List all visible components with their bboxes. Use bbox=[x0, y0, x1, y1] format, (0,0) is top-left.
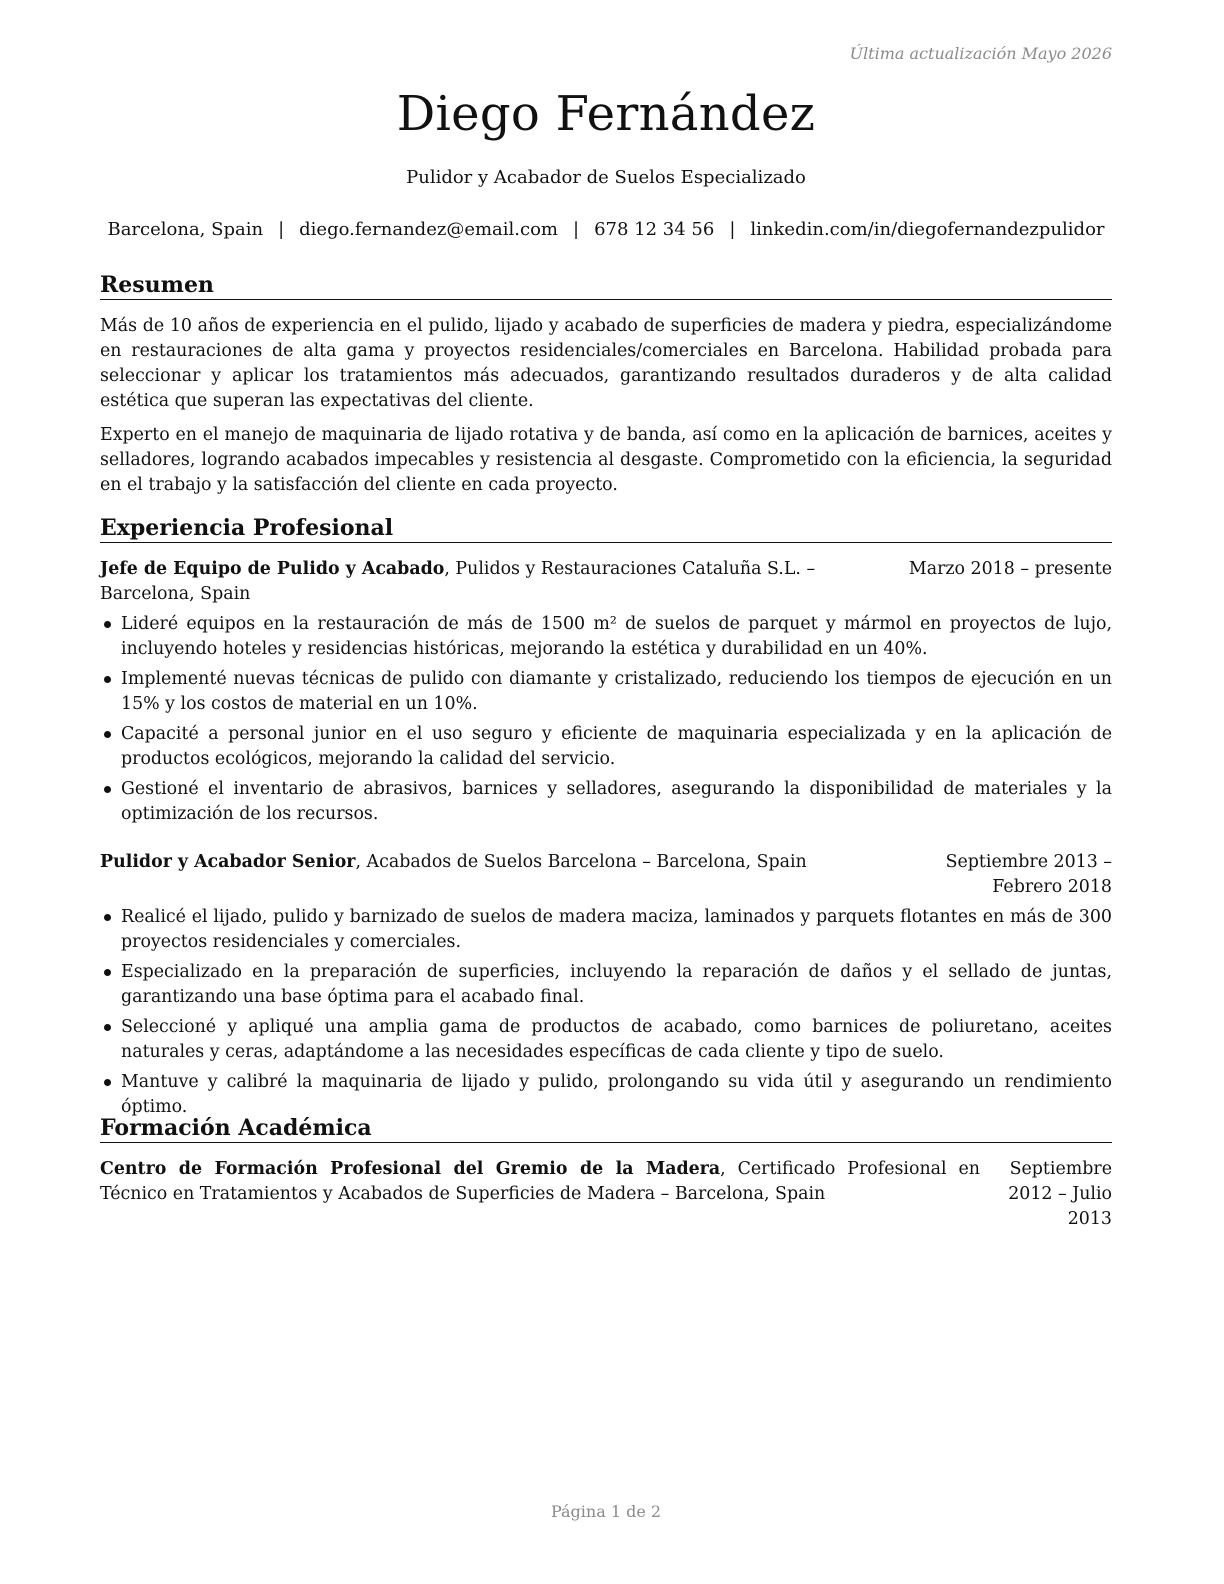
bullet-text: Gestioné el inventario de abrasivos, barnices y selladores, asegurando la disponibilidad de materiales y la optimización de los recursos. bbox=[121, 779, 1112, 824]
list-item bbox=[100, 722, 1112, 772]
bullet-text: Implementé nuevas técnicas de pulido con diamante y cristalizado, reduciendo los tiempos de ejecución en un 15% y los costos de material en un 10%. bbox=[121, 669, 1112, 714]
list-item bbox=[100, 777, 1112, 827]
education-degree: , Certificado Profesional en Técnico en Tratamientos y Acabados de Superficies de Madera – Barcelona, Spain bbox=[100, 1159, 980, 1204]
bullet-icon bbox=[104, 969, 111, 976]
list-item bbox=[100, 1015, 1112, 1065]
job-title-line bbox=[100, 557, 890, 607]
list-item bbox=[100, 612, 1112, 662]
job-dates: Marzo 2018 – presente bbox=[908, 559, 1112, 579]
education-title-line bbox=[100, 1157, 980, 1207]
job-role: Jefe de Equipo de Pulido y Acabado bbox=[100, 559, 445, 579]
job-2-bullets bbox=[100, 905, 1112, 1125]
bullet-icon bbox=[104, 1024, 111, 1031]
job-header-1 bbox=[100, 557, 1112, 607]
bullet-icon bbox=[104, 731, 111, 738]
bullet-icon bbox=[104, 786, 111, 793]
bullet-text: Seleccioné y apliqué una amplia gama de productos de acabado, como barnices de poliuretano, aceites naturales y ceras, adaptándome a las necesidades específicas de cada cliente y tipo de suelo. bbox=[121, 1017, 1112, 1062]
job-company: , Pulidos y Restauraciones Cataluña S.L. – Barcelona, Spain bbox=[100, 559, 816, 604]
bullet-icon bbox=[104, 1079, 111, 1086]
candidate-name: Diego Fernández bbox=[396, 86, 816, 142]
bullet-icon bbox=[104, 676, 111, 683]
bullet-text: Lideré equipos en la restauración de más de 1500 m² de suelos de parquet y mármol en proyectos de lujo, incluyendo hoteles y residencias históricas, mejorando la estética y durabilidad en un 40%. bbox=[121, 614, 1112, 659]
last-updated-note: Última actualización Mayo 2026 bbox=[849, 44, 1112, 63]
candidate-title: Pulidor y Acabador de Suelos Especializado bbox=[406, 167, 806, 188]
contact-separator: | bbox=[573, 219, 580, 240]
bullet-text: Realicé el lijado, pulido y barnizado de suelos de madera maciza, laminados y parquets flotantes en más de 300 proyectos residenciales y comerciales. bbox=[121, 907, 1112, 952]
education-institution: Centro de Formación Profesional del Gremio de la Madera bbox=[100, 1159, 721, 1179]
list-item bbox=[100, 1070, 1112, 1120]
summary-paragraph-2: Experto en el manejo de maquinaria de lijado rotativa y de banda, así como en la aplicación de barnices, aceites y selladores, logrando acabados impecables y resistencia al desgaste. Comprometido con la eficiencia, la seguridad en el trabajo y la satisfacción del cliente en cada proyecto. bbox=[100, 425, 1112, 495]
contact-email[interactable]: diego.fernandez@email.com bbox=[299, 219, 559, 240]
page-number: Página 1 de 2 bbox=[550, 1502, 662, 1521]
experience-heading: Experiencia Profesional bbox=[100, 515, 1112, 543]
bullet-text: Especializado en la preparación de superficies, incluyendo la reparación de daños y el sellado de juntas, garantizando una base óptima para el acabado final. bbox=[121, 962, 1112, 1007]
job-header-2 bbox=[100, 850, 1112, 897]
job-dates: Septiembre 2013 – Febrero 2018 bbox=[945, 852, 1112, 897]
contact-phone: 678 12 34 56 bbox=[594, 219, 715, 240]
bullet-text: Mantuve y calibré la maquinaria de lijado y pulido, prolongando su vida útil y asegurando un rendimiento óptimo. bbox=[121, 1072, 1112, 1117]
contact-linkedin[interactable]: linkedin.com/in/diegofernandezpulidor bbox=[750, 219, 1105, 240]
bullet-icon bbox=[104, 621, 111, 628]
contact-line bbox=[100, 219, 1112, 240]
list-item bbox=[100, 960, 1112, 1010]
job-title-line bbox=[100, 850, 860, 875]
education-entry bbox=[100, 1157, 1112, 1229]
contact-separator: | bbox=[729, 219, 736, 240]
education-dates: Septiembre 2012 – Julio 2013 bbox=[1008, 1159, 1112, 1229]
job-company: , Acabados de Suelos Barcelona – Barcelona, Spain bbox=[355, 852, 807, 872]
list-item bbox=[100, 905, 1112, 955]
job-role: Pulidor y Acabador Senior bbox=[100, 852, 356, 872]
summary-paragraph-1: Más de 10 años de experiencia en el pulido, lijado y acabado de superficies de madera y piedra, especializándome en restauraciones de alta gama y proyectos residenciales/comerciales en Barcelona. Habilidad probada para seleccionar y aplicar los tratamientos más adecuados, garantizando resultados duraderos y de alta calidad estética que superan las expectativas del cliente. bbox=[100, 316, 1112, 411]
bullet-icon bbox=[104, 914, 111, 921]
education-heading: Formación Académica bbox=[100, 1115, 1112, 1143]
contact-separator: | bbox=[278, 219, 285, 240]
job-1-bullets bbox=[100, 612, 1112, 832]
resume-page bbox=[100, 0, 1112, 1584]
contact-location: Barcelona, Spain bbox=[107, 219, 264, 240]
list-item bbox=[100, 667, 1112, 717]
bullet-text: Capacité a personal junior en el uso seguro y eficiente de maquinaria especializada y en la aplicación de productos ecológicos, mejorando la calidad del servicio. bbox=[121, 724, 1112, 769]
summary-heading: Resumen bbox=[100, 272, 1112, 300]
